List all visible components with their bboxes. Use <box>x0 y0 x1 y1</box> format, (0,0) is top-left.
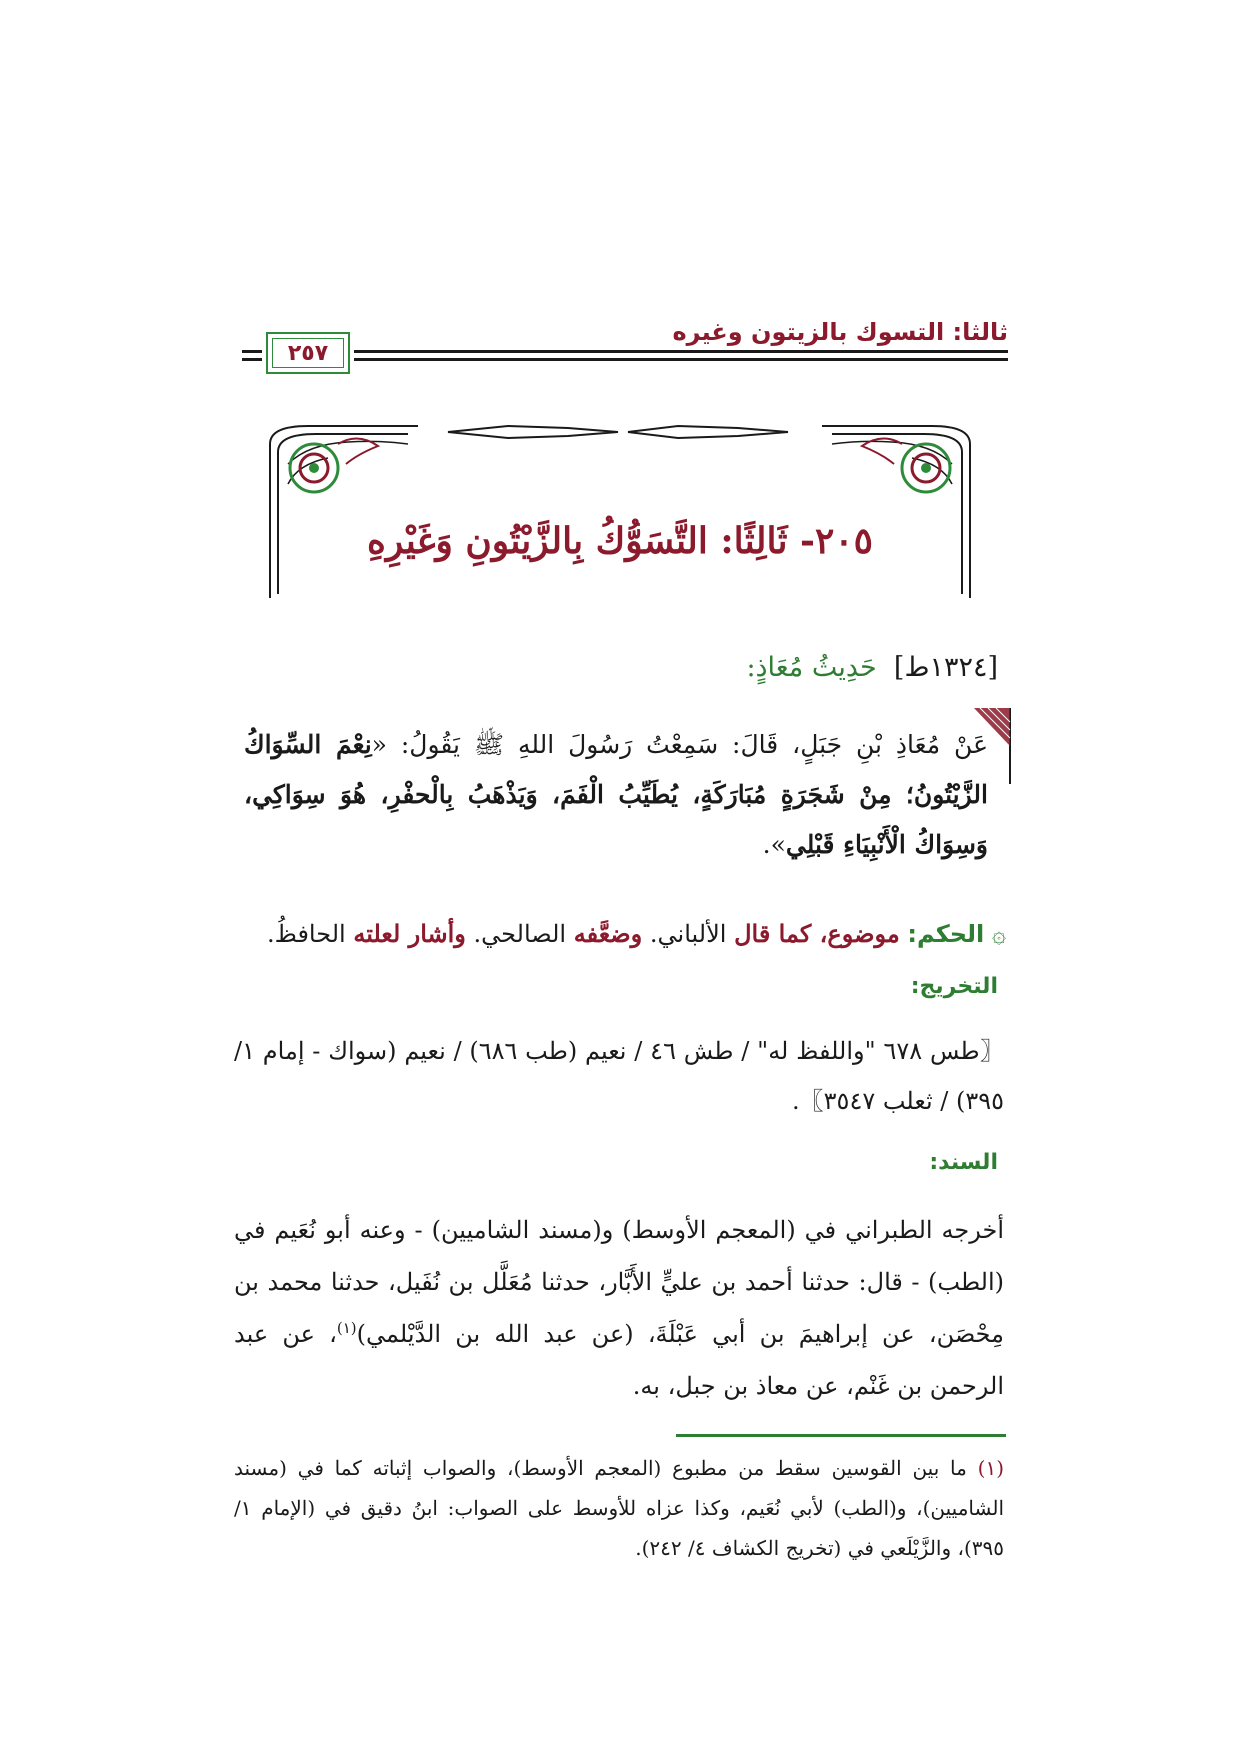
running-title: ثالثا: التسوك بالزيتون وغيره <box>672 318 1008 346</box>
top-border-ornament <box>448 426 788 438</box>
right-rosette-icon <box>862 438 950 492</box>
sanad-body-end: ، عن عبد الرحمن بن غَنْم، عن معاذ بن جبل، به. <box>234 1320 1004 1400</box>
hadith-heading <box>746 652 998 683</box>
running-header <box>242 318 1008 378</box>
hadith-intro: عَنْ مُعَاذِ بْنِ جَبَلٍ، قَالَ: سَمِعْتُ رَسُولَ اللهِ ﷺ يَقُولُ: « <box>371 730 988 759</box>
right-corner-ornament <box>822 426 970 598</box>
hadith-text <box>244 720 988 870</box>
footnote-number: (١) <box>977 1456 1005 1480</box>
ruling-verdict: موضوع، كما قال <box>734 919 900 948</box>
footnote-separator <box>676 1434 1006 1437</box>
hadith-matn: نِعْمَ السِّوَاكُ الزَّيْتُونُ؛ مِنْ شَجَرَةٍ مُبَارَكَةٍ، يُطَيِّبُ الْفَمَ، وَيَذْهَبُ بِالْحفْرِ، هُوَ سِوَاكِي، وَسِوَاكُ الْأَنْبِيَاءِ قَبْلِي <box>244 730 988 859</box>
sanad-heading: السند: <box>929 1150 998 1175</box>
ornamental-frame <box>268 424 972 600</box>
hadith-end: ». <box>762 830 786 859</box>
ruling-line <box>232 914 1006 954</box>
footnote <box>234 1448 1004 1568</box>
hadith-title: حَدِيثُ مُعَاذٍ: <box>746 652 877 683</box>
page-number: ٢٥٧ <box>287 340 329 366</box>
header-rule <box>354 350 1008 353</box>
flower-icon: ۞ <box>991 920 1006 948</box>
section-title: ٢٠٥- ثَالِثًا: التَّسَوُّكُ بِالزَّيْتُونِ وَغَيْرِهِ <box>367 520 873 562</box>
ruling-label: الحكم: <box>907 920 985 948</box>
header-rule <box>242 358 262 361</box>
sanad-body: أخرجه الطبراني في (المعجم الأوسط) و(مسند الشاميين) - وعنه أبو نُعَيم في (الطب) - قال: حدثنا أحمد بن عليٍّ الأَبَّار، حدثنا مُعَلَّل بن نُفَيل، حدثنا محمد بن مِحْصَن، عن إبراهيمَ بن أبي عَبْلَةَ، (عن عبد الله بن الدَّيْلمي) <box>234 1216 1005 1348</box>
left-corner-ornament <box>270 426 418 598</box>
left-rosette-icon <box>290 438 378 492</box>
header-rule <box>242 350 262 353</box>
hadith-number: [١٣٢٤ط] <box>893 652 998 683</box>
ruling-text: الألباني. <box>642 920 735 948</box>
footnote-ref: (١) <box>336 1319 357 1337</box>
sanad-text <box>234 1204 1004 1412</box>
ruling-text: الصالحي. <box>465 920 574 948</box>
page-number-frame <box>266 332 350 374</box>
footnote-text: ما بين القوسين سقط من مطبوع (المعجم الأوسط)، والصواب إثباته كما في (مسند الشاميين)، و(الطب) لأبي نُعَيم، وكذا عزاه للأوسط على الصواب: ابنُ دقيق في (الإمام ١/ ٣٩٥)، والزَّيْلَعي في (تخريج الكشاف ٤/ ٢٤٢). <box>234 1456 1004 1560</box>
ruling-weakened: وضعَّفه <box>573 919 643 948</box>
takhrij-heading: التخريج: <box>910 974 998 999</box>
header-rule <box>354 358 1008 361</box>
ruling-text: الحافظُ. <box>267 920 354 948</box>
ruling-indicated: وأشار لعلته <box>353 919 466 948</box>
takhrij-text: 〖طس ٦٧٨ "واللفظ له" / طش ٤٦ / نعيم (طب ٦٨٦) / نعيم (سواك - إمام ١/ ٣٩٥) / ثعلب ٣٥٤٧〗. <box>234 1037 1004 1115</box>
